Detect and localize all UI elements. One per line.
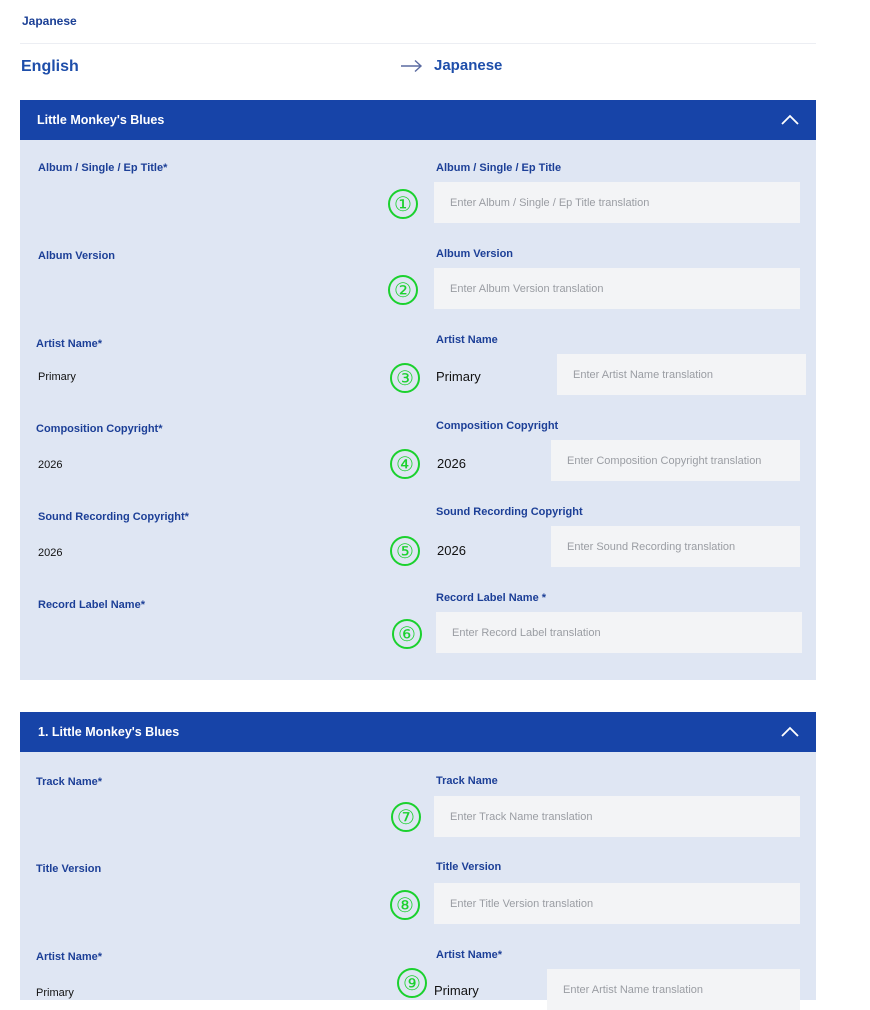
callout-badge-5: ⑤ xyxy=(390,536,420,566)
composition-year-target-value: 2026 xyxy=(437,456,466,471)
chevron-up-icon[interactable] xyxy=(780,113,800,127)
sound-recording-copyright-target-label: Sound Recording Copyright xyxy=(436,506,583,518)
title-version-translation-input[interactable] xyxy=(434,883,800,924)
arrow-right-icon xyxy=(400,58,424,74)
record-label-target-label: Record Label Name * xyxy=(436,592,547,604)
record-label-translation-input[interactable] xyxy=(436,612,802,653)
album-section-header[interactable] xyxy=(20,100,816,140)
callout-badge-2: ② xyxy=(388,275,418,305)
album-version-source-label: Album Version xyxy=(38,250,116,262)
sound-recording-copyright-source-label: Sound Recording Copyright* xyxy=(38,511,189,523)
callout-badge-6: ⑥ xyxy=(392,619,422,649)
sound-recording-year-source-value: 2026 xyxy=(38,547,63,559)
sound-recording-translation-input[interactable] xyxy=(551,526,800,567)
composition-copyright-translation-input[interactable] xyxy=(551,440,800,481)
track-section xyxy=(20,712,816,1000)
callout-badge-7: ⑦ xyxy=(391,802,421,832)
track-artist-name-translation-input[interactable] xyxy=(547,969,800,1010)
track-artist-name-target-label: Artist Name* xyxy=(436,949,503,961)
language-tab-japanese[interactable]: Japanese xyxy=(22,14,77,28)
source-language-label: English xyxy=(21,58,79,75)
album-title-target-label: Album / Single / Ep Title xyxy=(436,162,562,174)
album-version-target-label: Album Version xyxy=(436,248,514,260)
track-name-translation-input[interactable] xyxy=(434,796,800,837)
composition-year-source-value: 2026 xyxy=(38,459,63,471)
composition-copyright-source-label: Composition Copyright* xyxy=(36,423,163,435)
artist-role-source-value: Primary xyxy=(38,371,76,383)
album-section-title: Little Monkey's Blues xyxy=(37,113,165,127)
callout-badge-8: ⑧ xyxy=(390,890,420,920)
album-title-translation-input[interactable] xyxy=(434,182,800,223)
album-version-translation-input[interactable] xyxy=(434,268,800,309)
track-section-header[interactable] xyxy=(20,712,816,752)
track-name-source-label: Track Name* xyxy=(36,776,103,788)
artist-name-translation-input[interactable] xyxy=(557,354,806,395)
chevron-up-icon[interactable] xyxy=(780,725,800,739)
composition-copyright-target-label: Composition Copyright xyxy=(436,420,559,432)
target-language-label: Japanese xyxy=(434,57,503,74)
callout-badge-3: ③ xyxy=(390,363,420,393)
artist-name-source-label: Artist Name* xyxy=(36,338,103,350)
callout-badge-9: ⑨ xyxy=(397,968,427,998)
artist-name-target-label: Artist Name xyxy=(436,334,498,346)
track-artist-role-target-value: Primary xyxy=(434,983,479,998)
title-version-target-label: Title Version xyxy=(436,861,502,873)
record-label-source-label: Record Label Name* xyxy=(38,599,145,611)
album-section xyxy=(20,100,816,680)
top-divider xyxy=(20,43,816,44)
callout-badge-4: ④ xyxy=(390,449,420,479)
sound-recording-year-target-value: 2026 xyxy=(437,543,466,558)
callout-badge-1: ① xyxy=(388,189,418,219)
title-version-source-label: Title Version xyxy=(36,863,102,875)
track-artist-name-source-label: Artist Name* xyxy=(36,951,103,963)
track-artist-role-source-value: Primary xyxy=(36,987,74,999)
artist-role-target-value: Primary xyxy=(436,369,481,384)
track-section-title: 1. Little Monkey's Blues xyxy=(38,725,180,739)
track-name-target-label: Track Name xyxy=(436,775,498,787)
album-title-source-label: Album / Single / Ep Title* xyxy=(38,162,168,174)
